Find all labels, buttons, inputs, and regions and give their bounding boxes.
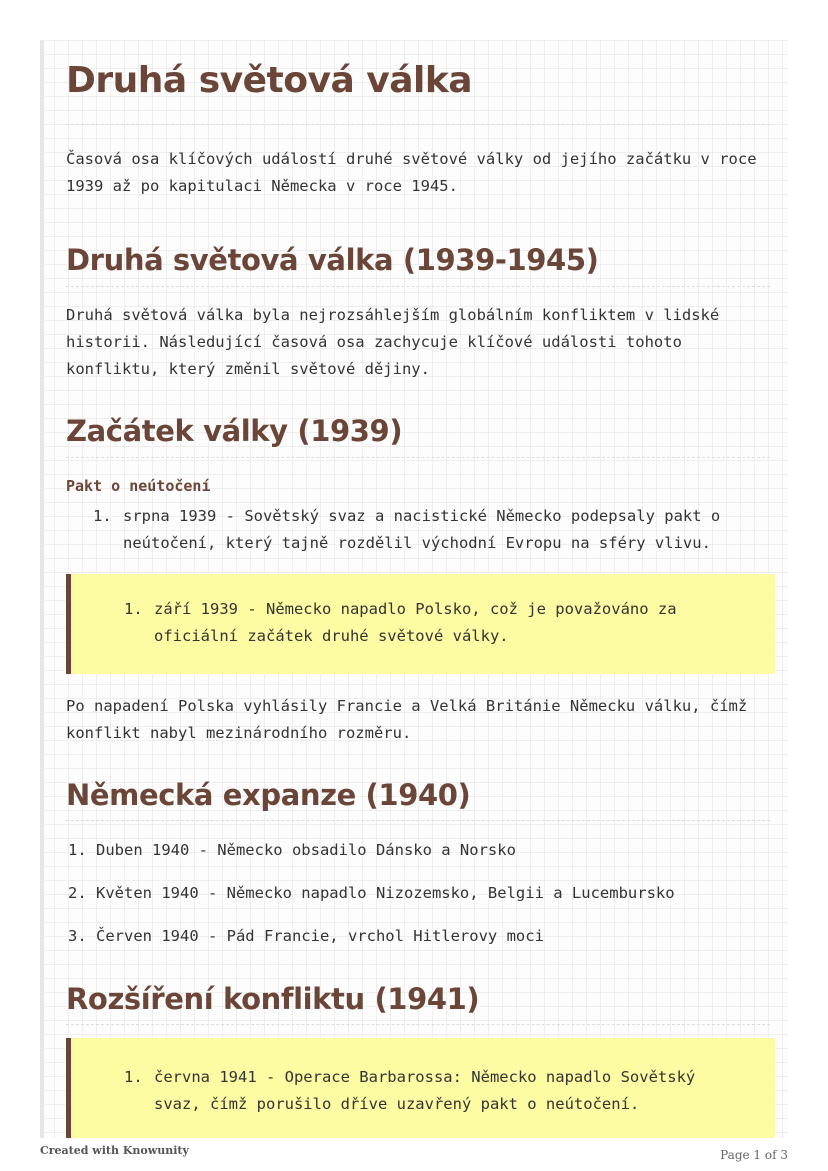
page-number: Page 1 of 3 xyxy=(720,1148,788,1162)
list-item xyxy=(93,503,771,557)
section-heading-start: Začátek války (1939) xyxy=(66,414,403,448)
document-page xyxy=(40,40,788,1138)
callout-item xyxy=(124,1064,734,1118)
section-divider xyxy=(66,1024,770,1025)
subheading-pact: Pakt o neútočení xyxy=(66,477,211,495)
highlight-callout xyxy=(66,574,775,674)
section-divider xyxy=(66,820,770,821)
section-heading-escalation: Rozšíření konfliktu (1941) xyxy=(66,982,480,1016)
footer-credit: Created with Knowunity xyxy=(40,1144,189,1157)
section-heading-expansion: Německá expanze (1940) xyxy=(66,778,471,812)
section-divider xyxy=(66,457,770,458)
section-heading-overview: Druhá světová válka (1939-1945) xyxy=(66,243,599,277)
title-divider xyxy=(66,124,770,125)
list-number: 1. xyxy=(93,507,112,525)
page-title: Druhá světová válka xyxy=(66,60,473,101)
list-item: 3. Červen 1940 - Pád Francie, vrchol Hitlerovy moci xyxy=(68,927,544,945)
intro-paragraph: Časová osa klíčových událostí druhé světové války od jejího začátku v roce 1939 až po kapitulaci Německa v roce 1945. xyxy=(66,150,757,195)
callout-text: června 1941 - Operace Barbarossa: Německo napadlo Sovětský svaz, čímž porušilo dříve uzavřený pakt o neútočení. xyxy=(154,1068,696,1113)
section-divider xyxy=(66,286,770,287)
after-callout-paragraph: Po napadení Polska vyhlásily Francie a Velká Británie Německu válku, čímž konflikt nabyl mezinárodního rozměru. xyxy=(66,697,748,742)
callout-text: září 1939 - Německo napadlo Polsko, což je považováno za oficiální začátek druhé světové války. xyxy=(154,600,677,645)
overview-paragraph: Druhá světová válka byla nejrozsáhlejším globálním konfliktem v lidské historii. Následující časová osa zachycuje klíčové události tohoto konfliktu, který změnil světové dějiny. xyxy=(66,306,720,378)
list-item-text: srpna 1939 - Sovětský svaz a nacistické Německo podepsaly pakt o neútočení, který tajně rozdělil východní Evropu na sféry vlivu. xyxy=(123,507,721,552)
list-number: 1. xyxy=(124,1068,143,1086)
list-number: 1. xyxy=(124,600,143,618)
list-item: 1. Duben 1940 - Německo obsadilo Dánsko a Norsko xyxy=(68,841,516,859)
list-item: 2. Květen 1940 - Německo napadlo Nizozemsko, Belgii a Lucembursko xyxy=(68,884,675,902)
callout-item xyxy=(124,596,734,650)
highlight-callout xyxy=(66,1038,775,1138)
